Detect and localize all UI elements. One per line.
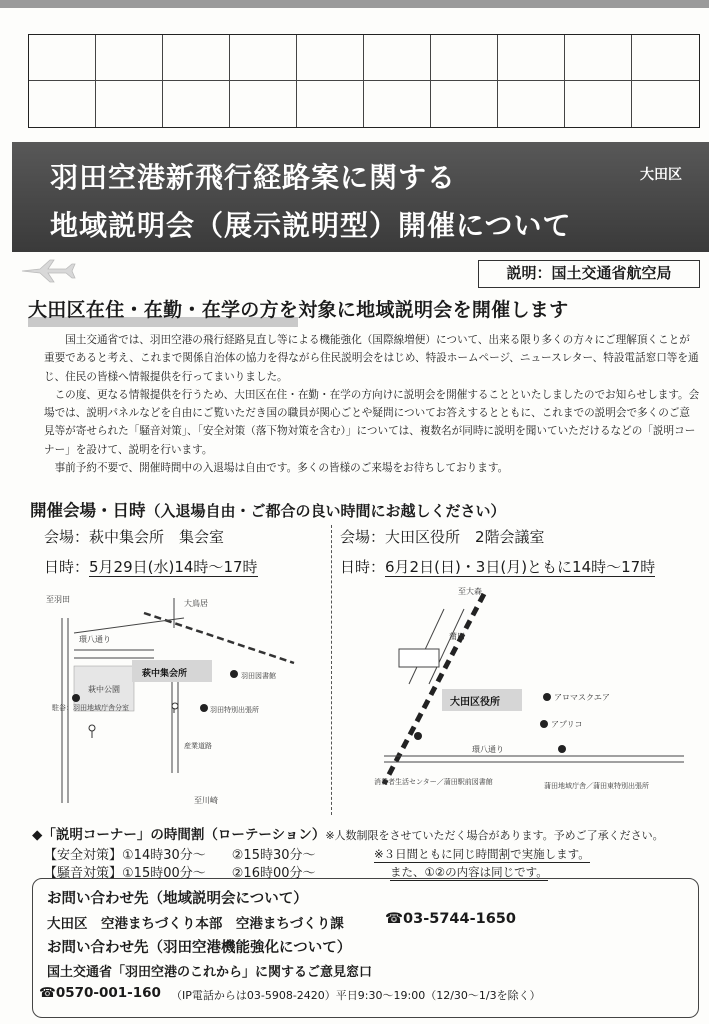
- schedule-side-note-1: ※３日間ともに同じ時間割で実施します。: [374, 847, 590, 861]
- schedule-title-row: [32, 823, 704, 843]
- column-divider: [331, 525, 332, 815]
- row-time-1: ①14時30分～: [122, 848, 206, 863]
- map-label-park-note: 駐谷：羽田地域庁舎分室: [52, 704, 129, 712]
- schedule-note: ※人数制限をさせていただく場合があります。予めご了承ください。: [325, 829, 664, 842]
- map-label-consumer: 消費者生活センター／蒲田駅前図書館: [374, 778, 493, 786]
- map-label-to-omori: 至大森: [458, 587, 482, 596]
- map-label-park: 萩中公園: [88, 685, 120, 694]
- schedule-block: [32, 823, 704, 881]
- map-label-kamata-office: 蒲田地域庁舎／蒲田東特別出張所: [544, 782, 649, 790]
- contact-phone-2[interactable]: ☎0570-001-160: [39, 985, 161, 1001]
- ward-name: 大田区: [640, 167, 682, 183]
- contact-heading-2: お問い合わせ先（羽田空港機能強化について）: [47, 940, 352, 956]
- headline: 大田区在住・在勤・在学の方を対象に地域説明会を開催します: [28, 299, 569, 321]
- map-label-road: 産業道路: [184, 742, 212, 750]
- map-label-to-haneda: 至羽田: [46, 595, 70, 604]
- date-value: 6月2日(日)・3日(月)ともに14時～17時: [385, 558, 656, 576]
- schedule-side-note-2: また、①②の内容は同じです。: [390, 865, 548, 879]
- map-label-kanpachi-r: 環八通り: [472, 745, 504, 754]
- scan-top-edge: [0, 0, 709, 8]
- map-label-branch: 羽田特別出張所: [210, 706, 259, 714]
- venue-heading-sub: （入退場自由・ご都合の良い時間にお越しください）: [145, 502, 506, 520]
- schedule-row-safety: [44, 844, 316, 863]
- map-label-to-kawasaki: 至川崎: [194, 796, 218, 805]
- contact-org-2: 国土交通省「羽田空港のこれから」に関するご意見窓口: [47, 965, 373, 980]
- contact-heading-1: お問い合わせ先（地域説明会について）: [47, 891, 308, 907]
- date-prefix: 日時：: [44, 558, 90, 576]
- row-label: 【騒音対策】: [44, 866, 123, 881]
- title-banner: [12, 142, 709, 252]
- map-label-aroma: アロマスクエア: [554, 693, 610, 702]
- map-label-cityhall: 大田区役所: [450, 697, 500, 708]
- airplane-icon: [20, 258, 76, 284]
- date-prefix: 日時：: [340, 558, 386, 576]
- row-time-1: ①15時00分～: [122, 866, 206, 881]
- map-label-kanpachi: 環八通り: [79, 635, 111, 644]
- map-cityhall: [364, 584, 700, 814]
- title-line-2: 地域説明会（展示説明型）開催について: [50, 209, 572, 242]
- title-line-1: 羽田空港新飛行経路案に関する: [50, 161, 457, 194]
- map-label-kamata: 蒲田: [449, 632, 465, 641]
- contact-phone-1[interactable]: ☎03-5744-1650: [385, 911, 516, 927]
- venue-left-date: [44, 556, 258, 577]
- paragraph-2: この度、更なる情報提供を行うため、大田区在住・在勤・在学の方向けに説明会を開催することといたしましたのでお知らせします。会場では、説明パネルなどを自由にご覧いただき国の職員が関心ごとや疑問についてお答えするとともに、これまでの説明会で多くのご意見等が寄せられた「騒音対策」、「安全対策（落下物対策を含む）」については、複数名が同時に説明を聞いていただけるなどの「説明コーナー」を設けて、説明を行います。: [44, 388, 700, 456]
- row-time-2: ②15時30分～: [231, 848, 316, 863]
- row-label: 【安全対策】: [44, 848, 123, 863]
- map-label-library: 羽田図書館: [241, 672, 276, 680]
- venue-right-date: [340, 556, 655, 577]
- contact-phone-2-note: （IP電話からは03-5908-2420）平日9:30～19:00（12/30～1/3を除く）: [171, 989, 541, 1002]
- map-label-hall: 萩中集会所: [142, 669, 188, 679]
- venue-heading: [30, 497, 506, 521]
- entry-grid: [28, 34, 700, 128]
- explainer-box: 説明：国土交通省航空局: [478, 260, 700, 288]
- paragraph-3: 事前予約不要で、開催時間中の入退場は自由です。多くの皆様のご来場をお待ちしております。: [54, 462, 509, 475]
- row-time-2: ②16時00分～: [231, 866, 316, 881]
- date-value: 5月29日(水)14時～17時: [89, 558, 258, 576]
- venue-right-label: 会場：大田区役所 2階会議室: [340, 528, 545, 546]
- venue-heading-main: 開催会場・日時: [30, 501, 146, 520]
- venue-left-label: 会場：萩中集会所 集会室: [44, 528, 225, 546]
- map-label-daitori: 大鳥居: [184, 599, 208, 608]
- map-hagichu: [44, 588, 314, 813]
- paragraph-1: 国土交通省では、羽田空港の飛行経路見直し等による機能強化（国際線増便）について、出来る限り多くの方々にご理解頂くことが重要であると考え、これまで関係自治体の協力を得ながら住民説明会をはじめ、特設ホームページ、ニュースレター、特設電話窓口等を通じ、住民の皆様へ情報提供を行ってまいりました。: [44, 334, 699, 383]
- contact-org-1: 大田区 空港まちづくり本部 空港まちづくり課: [47, 916, 344, 932]
- body-text: [44, 331, 700, 477]
- map-label-aprico: アプリコ: [551, 720, 583, 729]
- schedule-title: ◆「説明コーナー」の時間割（ローテーション）: [32, 827, 326, 843]
- contact-box: [32, 878, 699, 1018]
